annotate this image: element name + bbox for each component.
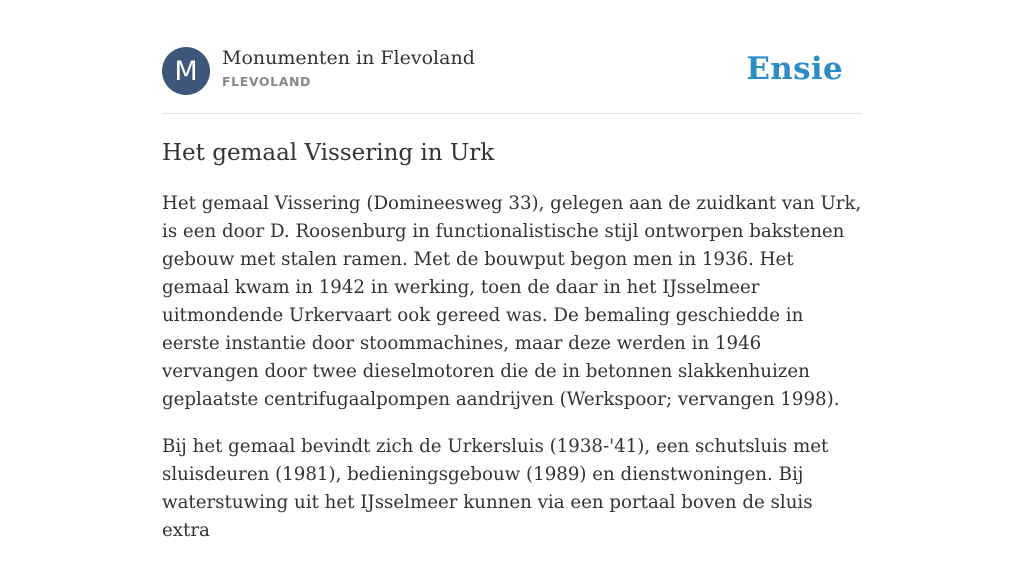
site-subtitle[interactable]: FLEVOLAND — [222, 74, 311, 89]
page-container — [162, 0, 862, 541]
article-paragraph: Het gemaal Vissering (Domineesweg 33), gelegen aan de zuidkant van Urk, is een door D. Roosenburg in functionalistische stijl ontworpen bakstenen gebouw met stalen ramen. Met de bouwput begon men in 1936. Het gemaal kwam in 1942 in werking, toen de daar in het IJsselmeer uitmondende Urkervaart ook gereed was. De bemaling geschiedde in eerste instantie door stoommachines, maar deze werden in 1946 vervangen door twee dieselmotoren die de in betonnen slakkenhuizen geplaatste centrifugaalpompen aandrijven (Werkspoor; vervangen 1998). — [162, 193, 862, 410]
avatar[interactable]: M — [162, 47, 210, 95]
article-body — [162, 190, 862, 564]
brand-logo[interactable]: Ensie — [746, 51, 843, 87]
site-title[interactable]: Monumenten in Flevoland — [222, 47, 475, 69]
article-title: Het gemaal Vissering in Urk — [162, 140, 495, 166]
site-header — [162, 0, 862, 114]
site-info — [222, 46, 475, 89]
article-paragraph: Bij het gemaal bevindt zich de Urkersluis (1938-'41), een schutsluis met sluisdeuren (1981), bedieningsgebouw (1989) en dienstwoningen. Bij waterstuwing uit het IJsselmeer kunnen via een portaal boven de sluis extra — [162, 436, 829, 541]
